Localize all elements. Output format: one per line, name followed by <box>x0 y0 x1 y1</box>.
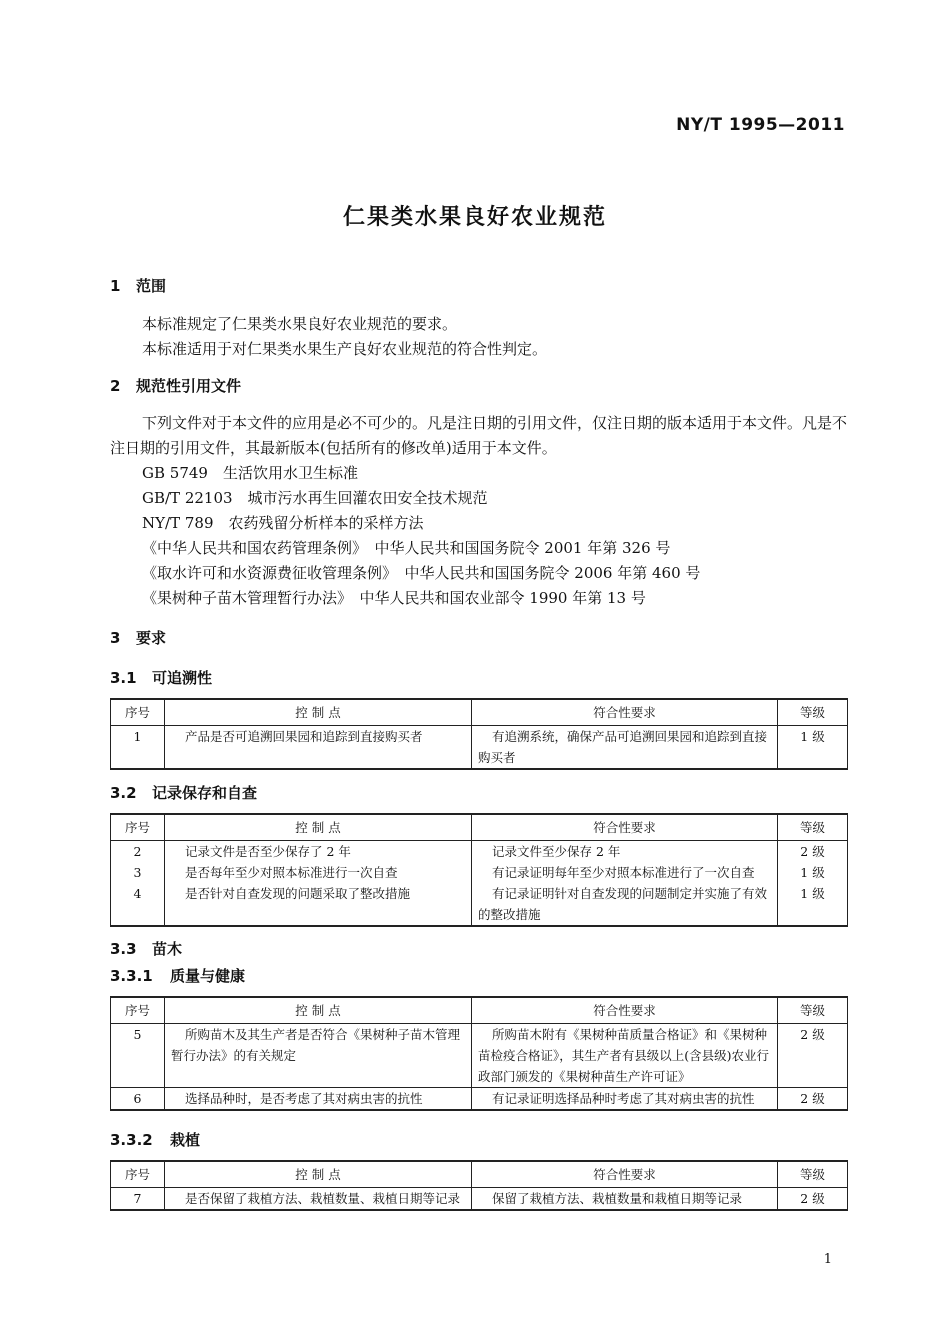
header-req: 符合性要求 <box>472 1161 778 1188</box>
header-control: 控 制 点 <box>165 997 472 1024</box>
header-grade: 等级 <box>778 814 848 841</box>
table-header-row <box>111 1161 848 1188</box>
section-3-3-1-heading <box>110 965 245 986</box>
references-intro-paragraph: 下列文件对于本文件的应用是必不可少的。凡是注日期的引用文件，仅注日期的版本适用于本文件。凡是不注日期的引用文件，其最新版本(包括所有的修改单)适用于本文件。 <box>110 414 848 457</box>
cell-no: 5 <box>111 1024 165 1088</box>
section-number: 3.3 <box>110 940 137 958</box>
section-title: 苗木 <box>152 940 183 958</box>
cell-req: 所购苗木附有《果树种苗质量合格证》和《果树种苗检疫合格证》，其生产者有县级以上(含县级)农业行政部门颁发的《果树种苗生产许可证》 <box>472 1024 778 1088</box>
cell-control: 是否每年至少对照本标准进行一次自查 <box>165 862 472 883</box>
header-control: 控 制 点 <box>165 1161 472 1188</box>
section-title: 规范性引用文件 <box>136 377 242 395</box>
cell-control: 产品是否可追溯回果园和追踪到直接购买者 <box>165 726 472 770</box>
cell-no: 2 <box>111 841 165 863</box>
table-row <box>111 726 848 770</box>
section-number: 3.2 <box>110 784 137 802</box>
scope-paragraph-2: 本标准适用于对仁果类水果生产良好农业规范的符合性判定。 <box>142 340 548 358</box>
section-title: 要求 <box>136 629 167 647</box>
cell-req: 保留了栽植方法、栽植数量和栽植日期等记录 <box>472 1188 778 1211</box>
cell-grade: 1 级 <box>778 883 848 926</box>
reference-item: 《果树种子苗木管理暂行办法》 中华人民共和国农业部令 1990 年第 13 号 <box>142 589 646 607</box>
table-row <box>111 841 848 863</box>
section-number: 3.1 <box>110 669 137 687</box>
standard-code: NY/T 1995—2011 <box>676 115 845 135</box>
reference-item: GB/T 22103 城市污水再生回灌农田安全技术规范 <box>142 489 488 507</box>
section-3-heading <box>110 627 166 648</box>
cell-grade: 1 级 <box>778 726 848 770</box>
header-control: 控 制 点 <box>165 814 472 841</box>
section-3-3-2-heading <box>110 1129 200 1150</box>
reference-item: 《取水许可和水资源费征收管理条例》 中华人民共和国国务院令 2006 年第 460 号 <box>142 564 701 582</box>
header-grade: 等级 <box>778 1161 848 1188</box>
cell-no: 7 <box>111 1188 165 1211</box>
section-title: 栽植 <box>170 1131 201 1149</box>
cell-grade: 1 级 <box>778 862 848 883</box>
cell-grade: 2 级 <box>778 1024 848 1088</box>
section-3-2-heading <box>110 782 257 803</box>
table-row <box>111 1088 848 1111</box>
cell-no: 6 <box>111 1088 165 1111</box>
cell-no: 4 <box>111 883 165 926</box>
table-row <box>111 1188 848 1211</box>
section-1-heading <box>110 275 166 296</box>
table-header-row <box>111 814 848 841</box>
header-req: 符合性要求 <box>472 699 778 726</box>
section-2-heading <box>110 375 241 396</box>
traceability-table <box>110 698 848 770</box>
section-number: 3.3.2 <box>110 1131 153 1149</box>
cell-grade: 2 级 <box>778 841 848 863</box>
header-no: 序号 <box>111 997 165 1024</box>
section-title: 可追溯性 <box>152 669 213 687</box>
section-title: 质量与健康 <box>170 967 246 985</box>
section-number: 3 <box>110 629 121 647</box>
section-number: 1 <box>110 277 121 295</box>
header-no: 序号 <box>111 814 165 841</box>
scope-paragraph-1: 本标准规定了仁果类水果良好农业规范的要求。 <box>142 315 458 333</box>
table-row <box>111 862 848 883</box>
cell-req: 记录文件至少保存 2 年 <box>472 841 778 863</box>
seedling-quality-table <box>110 996 848 1111</box>
cell-control: 所购苗木及其生产者是否符合《果树种子苗木管理暂行办法》的有关规定 <box>165 1024 472 1088</box>
header-control: 控 制 点 <box>165 699 472 726</box>
section-title: 记录保存和自查 <box>152 784 258 802</box>
cell-control: 是否保留了栽植方法、栽植数量、栽植日期等记录 <box>165 1188 472 1211</box>
cell-req: 有记录证明选择品种时考虑了其对病虫害的抗性 <box>472 1088 778 1111</box>
header-req: 符合性要求 <box>472 997 778 1024</box>
document-title: 仁果类水果良好农业规范 <box>342 205 607 230</box>
table-header-row <box>111 699 848 726</box>
section-3-1-heading <box>110 667 212 688</box>
header-no: 序号 <box>111 699 165 726</box>
header-grade: 等级 <box>778 699 848 726</box>
reference-item: 《中华人民共和国农药管理条例》 中华人民共和国国务院令 2001 年第 326 号 <box>142 539 671 557</box>
section-number: 3.3.1 <box>110 967 153 985</box>
header-grade: 等级 <box>778 997 848 1024</box>
cell-control: 记录文件是否至少保存了 2 年 <box>165 841 472 863</box>
cell-no: 1 <box>111 726 165 770</box>
reference-item: GB 5749 生活饮用水卫生标准 <box>142 464 358 482</box>
reference-item: NY/T 789 农药残留分析样本的采样方法 <box>142 514 424 532</box>
table-row <box>111 1024 848 1088</box>
section-3-3-heading <box>110 938 182 959</box>
table-header-row <box>111 997 848 1024</box>
cell-control: 选择品种时，是否考虑了其对病虫害的抗性 <box>165 1088 472 1111</box>
header-no: 序号 <box>111 1161 165 1188</box>
cell-control: 是否针对自查发现的问题采取了整改措施 <box>165 883 472 926</box>
planting-table <box>110 1160 848 1211</box>
cell-grade: 2 级 <box>778 1188 848 1211</box>
records-table <box>110 813 848 927</box>
section-number: 2 <box>110 377 121 395</box>
table-row <box>111 883 848 926</box>
cell-req: 有追溯系统，确保产品可追溯回果园和追踪到直接购买者 <box>472 726 778 770</box>
cell-req: 有记录证明针对自查发现的问题制定并实施了有效的整改措施 <box>472 883 778 926</box>
section-title: 范围 <box>136 277 167 295</box>
cell-no: 3 <box>111 862 165 883</box>
cell-grade: 2 级 <box>778 1088 848 1111</box>
page-number: 1 <box>823 1252 832 1267</box>
header-req: 符合性要求 <box>472 814 778 841</box>
cell-req: 有记录证明每年至少对照本标准进行了一次自查 <box>472 862 778 883</box>
